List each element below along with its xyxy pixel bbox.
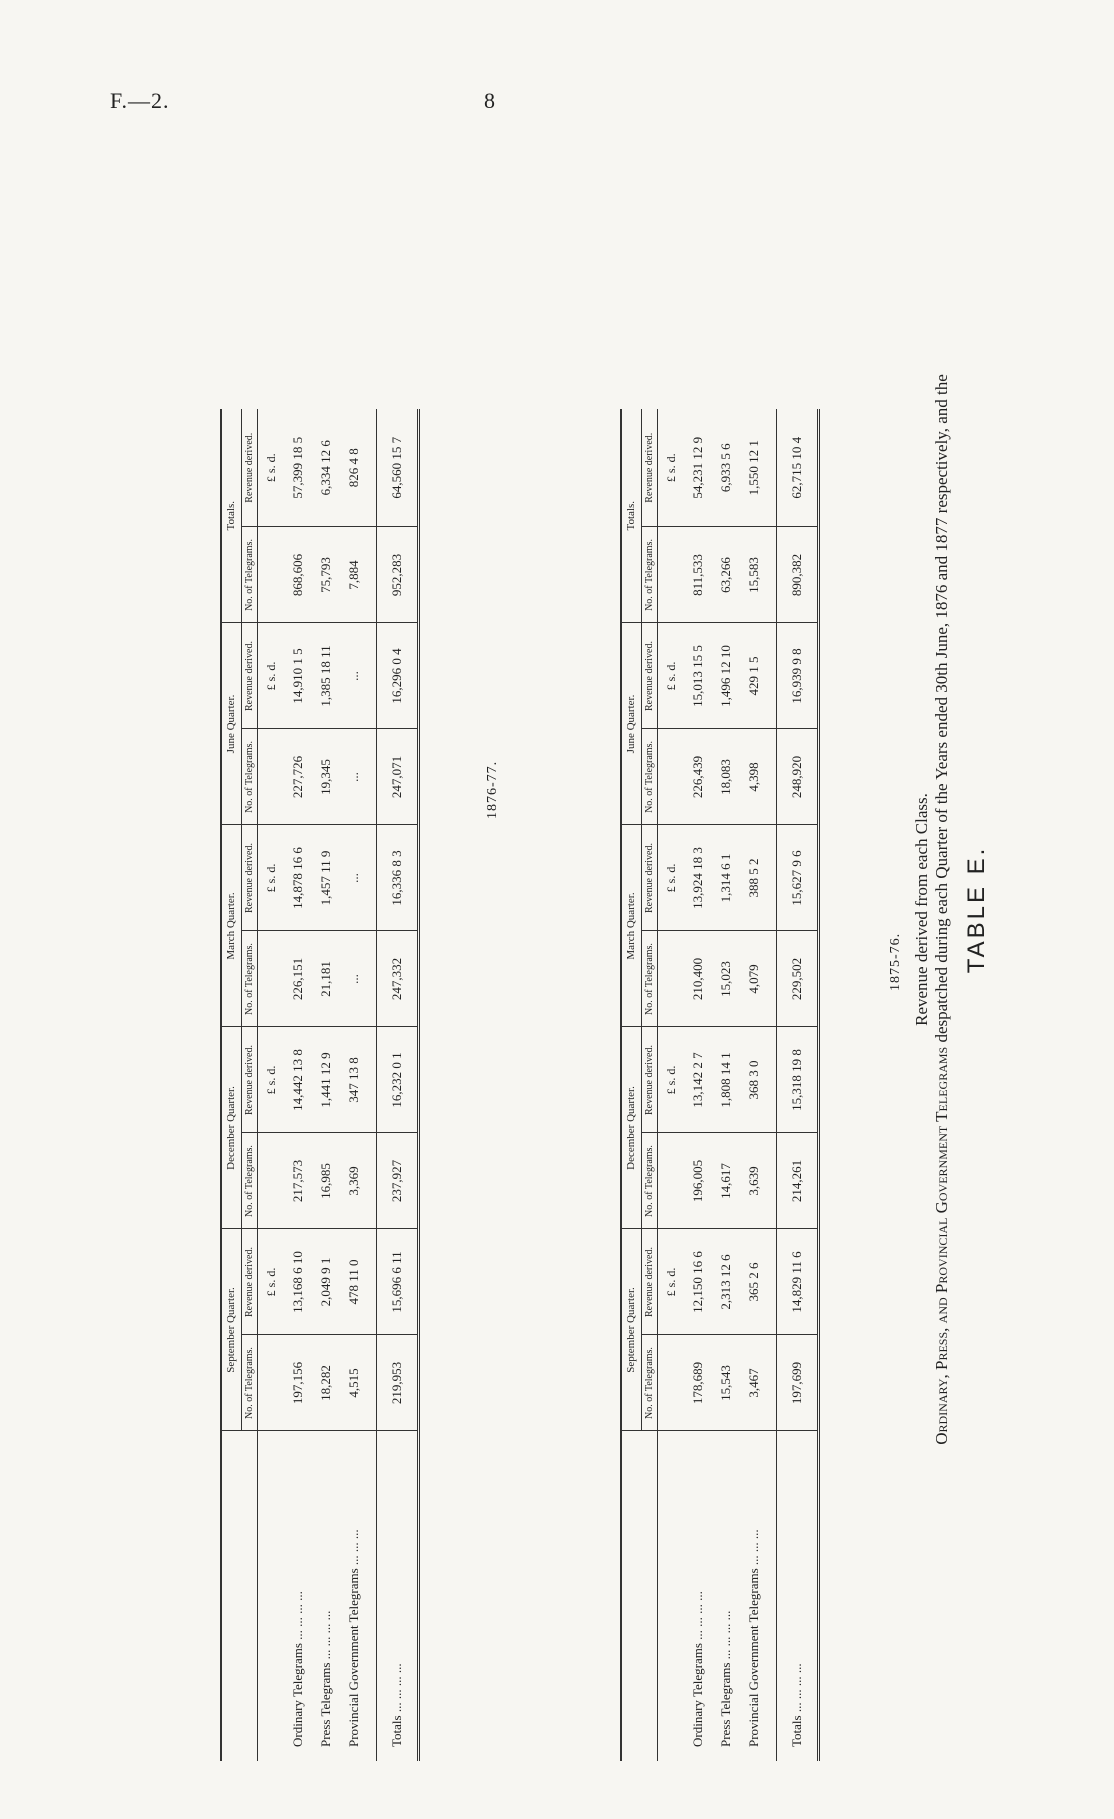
- cell: 6,933 5 6: [712, 409, 740, 527]
- revenue-header: Revenue derived.: [642, 1027, 658, 1133]
- revenue-header: Revenue derived.: [642, 409, 658, 527]
- cell: 18,282: [312, 1335, 340, 1431]
- cell: 12,150 16 6: [684, 1229, 712, 1335]
- cell: 14,829 11 6: [777, 1229, 819, 1335]
- cell: 3,467: [740, 1335, 768, 1431]
- cell: 1,808 14 1: [712, 1027, 740, 1133]
- cell: 178,689: [684, 1335, 712, 1431]
- cell: 16,939 9 8: [777, 623, 819, 729]
- count-header: No. of Telegrams.: [642, 931, 658, 1027]
- cell: 365 2 6: [740, 1229, 768, 1335]
- cell: 1,550 12 1: [740, 409, 768, 527]
- cell: 1,314 6 1: [712, 825, 740, 931]
- cell: 217,573: [284, 1133, 312, 1229]
- group-december: December Quarter.: [621, 1027, 642, 1229]
- cell: 1,385 18 11: [312, 623, 340, 729]
- cell: 62,715 10 4: [777, 409, 819, 527]
- units-label: £ s. d.: [258, 1229, 285, 1335]
- cell: 13,142 2 7: [684, 1027, 712, 1133]
- cell: 388 5 2: [740, 825, 768, 931]
- totals-row: [777, 409, 819, 1761]
- cell: 13,924 18 3: [684, 825, 712, 931]
- table-subtitle: [932, 0, 952, 1819]
- cell: 21,181: [312, 931, 340, 1027]
- count-header: No. of Telegrams.: [242, 729, 258, 825]
- subtitle-description: despatched during each Quarter of the Years ended 30th June, 1876 and 1877 respectively, and the: [932, 374, 951, 1047]
- cell: 15,013 15 5: [684, 623, 712, 729]
- cell: 14,617: [712, 1133, 740, 1229]
- cell: 7,884: [340, 527, 368, 623]
- units-label: £ s. d.: [258, 623, 285, 729]
- revenue-header: Revenue derived.: [242, 1229, 258, 1335]
- table-row: [684, 409, 712, 1761]
- cell: 214,261: [777, 1133, 819, 1229]
- group-september: September Quarter.: [621, 1229, 642, 1431]
- group-september: September Quarter.: [221, 1229, 242, 1431]
- totals-row: [377, 409, 419, 1761]
- count-header: No. of Telegrams.: [642, 527, 658, 623]
- cell: 64,560 15 7: [377, 409, 419, 527]
- row-label: Provincial Government Telegrams ... ... ...: [346, 1529, 361, 1747]
- table-row: [312, 409, 340, 1761]
- revenue-header: Revenue derived.: [642, 623, 658, 729]
- units-label: £ s. d.: [258, 409, 285, 527]
- table-row: [284, 409, 312, 1761]
- count-header: No. of Telegrams.: [642, 729, 658, 825]
- group-march: March Quarter.: [621, 825, 642, 1027]
- table-row: [712, 409, 740, 1761]
- row-label-header: [621, 1431, 658, 1761]
- cell: 3,639: [740, 1133, 768, 1229]
- table-1876-77: [220, 409, 420, 1761]
- cell: 237,927: [377, 1133, 419, 1229]
- cell: 196,005: [684, 1133, 712, 1229]
- count-header: No. of Telegrams.: [642, 1335, 658, 1431]
- units-row: [258, 409, 285, 1761]
- cell: 890,382: [777, 527, 819, 623]
- table-1875-76: [620, 409, 820, 1761]
- cell: 57,399 18 5: [284, 409, 312, 527]
- cell: 826 4 8: [340, 409, 368, 527]
- cell: 2,049 9 1: [312, 1229, 340, 1335]
- cell: ...: [340, 931, 368, 1027]
- revenue-header: Revenue derived.: [242, 825, 258, 931]
- revenue-header: Revenue derived.: [242, 623, 258, 729]
- cell: 13,168 6 10: [284, 1229, 312, 1335]
- row-label: Press Telegrams ... ... ... ...: [718, 1610, 733, 1747]
- cell: 247,071: [377, 729, 419, 825]
- row-label: Press Telegrams ... ... ... ...: [318, 1610, 333, 1747]
- group-totals: Totals.: [621, 409, 642, 623]
- group-december: December Quarter.: [221, 1027, 242, 1229]
- cell: 248,920: [777, 729, 819, 825]
- year-label-1875: 1875-76.: [888, 932, 903, 991]
- cell: 347 13 8: [340, 1027, 368, 1133]
- totals-label: Totals ... ... ... ...: [777, 1431, 819, 1761]
- cell: 226,439: [684, 729, 712, 825]
- cell: 54,231 12 9: [684, 409, 712, 527]
- cell: 16,232 0 1: [377, 1027, 419, 1133]
- group-june: June Quarter.: [621, 623, 642, 825]
- cell: 15,543: [712, 1335, 740, 1431]
- units-label: £ s. d.: [658, 1229, 685, 1335]
- cell: 868,606: [284, 527, 312, 623]
- revenue-header: Revenue derived.: [242, 409, 258, 527]
- cell: 15,627 9 6: [777, 825, 819, 931]
- units-label: £ s. d.: [258, 825, 285, 931]
- cell: 811,533: [684, 527, 712, 623]
- count-header: No. of Telegrams.: [242, 527, 258, 623]
- cell: 16,985: [312, 1133, 340, 1229]
- cell: 219,953: [377, 1335, 419, 1431]
- group-june: June Quarter.: [221, 623, 242, 825]
- cell: 75,793: [312, 527, 340, 623]
- cell: 227,726: [284, 729, 312, 825]
- cell: 16,336 8 3: [377, 825, 419, 931]
- cell: 478 11 0: [340, 1229, 368, 1335]
- revenue-header: Revenue derived.: [642, 1229, 658, 1335]
- row-label-header: [221, 1431, 258, 1761]
- cell: 229,502: [777, 931, 819, 1027]
- year-label-1876: 1876-77.: [485, 760, 500, 819]
- revenue-header: Revenue derived.: [242, 1027, 258, 1133]
- cell: 197,699: [777, 1335, 819, 1431]
- page-number: 8: [484, 88, 496, 113]
- cell: 368 3 0: [740, 1027, 768, 1133]
- cell: 2,313 12 6: [712, 1229, 740, 1335]
- cell: 1,457 11 9: [312, 825, 340, 931]
- cell: 14,442 13 8: [284, 1027, 312, 1133]
- units-label: £ s. d.: [658, 623, 685, 729]
- cell: 18,083: [712, 729, 740, 825]
- table-subtitle-line2: Revenue derived from each Class.: [912, 793, 931, 1026]
- cell: 15,318 19 8: [777, 1027, 819, 1133]
- totals-label: Totals ... ... ... ...: [377, 1431, 419, 1761]
- cell: 14,878 16 6: [284, 825, 312, 931]
- cell: 429 1 5: [740, 623, 768, 729]
- cell: 1,441 12 9: [312, 1027, 340, 1133]
- table-row: [340, 409, 368, 1761]
- cell: 4,515: [340, 1335, 368, 1431]
- revenue-header: Revenue derived.: [642, 825, 658, 931]
- cell: ...: [340, 825, 368, 931]
- count-header: No. of Telegrams.: [642, 1133, 658, 1229]
- cell: ...: [340, 729, 368, 825]
- row-label: Ordinary Telegrams ... ... ... ...: [690, 1591, 705, 1747]
- group-march: March Quarter.: [221, 825, 242, 1027]
- cell: 19,345: [312, 729, 340, 825]
- group-totals: Totals.: [221, 409, 242, 623]
- cell: 4,398: [740, 729, 768, 825]
- units-label: £ s. d.: [658, 1027, 685, 1133]
- table-row: [740, 409, 768, 1761]
- units-label: £ s. d.: [258, 1027, 285, 1133]
- cell: 4,079: [740, 931, 768, 1027]
- cell: 15,023: [712, 931, 740, 1027]
- cell: 14,910 1 5: [284, 623, 312, 729]
- cell: 226,151: [284, 931, 312, 1027]
- cell: 210,400: [684, 931, 712, 1027]
- page-reference: F.—2.: [110, 88, 170, 113]
- row-label: Provincial Government Telegrams ... ... ...: [746, 1529, 761, 1747]
- cell: 247,332: [377, 931, 419, 1027]
- count-header: No. of Telegrams.: [242, 931, 258, 1027]
- subtitle-classes: Ordinary, Press, and Provincial Government Telegrams: [932, 1046, 951, 1445]
- table-title: TABLE E.: [963, 845, 990, 974]
- cell: 15,696 6 11: [377, 1229, 419, 1335]
- count-header: No. of Telegrams.: [242, 1133, 258, 1229]
- cell: 16,296 0 4: [377, 623, 419, 729]
- cell: 1,496 12 10: [712, 623, 740, 729]
- units-row: [658, 409, 685, 1761]
- cell: 63,266: [712, 527, 740, 623]
- cell: ...: [340, 623, 368, 729]
- cell: 3,369: [340, 1133, 368, 1229]
- units-label: £ s. d.: [658, 409, 685, 527]
- cell: 952,283: [377, 527, 419, 623]
- row-label: Ordinary Telegrams ... ... ... ...: [290, 1591, 305, 1747]
- cell: 6,334 12 6: [312, 409, 340, 527]
- units-label: £ s. d.: [658, 825, 685, 931]
- cell: 197,156: [284, 1335, 312, 1431]
- cell: 15,583: [740, 527, 768, 623]
- count-header: No. of Telegrams.: [242, 1335, 258, 1431]
